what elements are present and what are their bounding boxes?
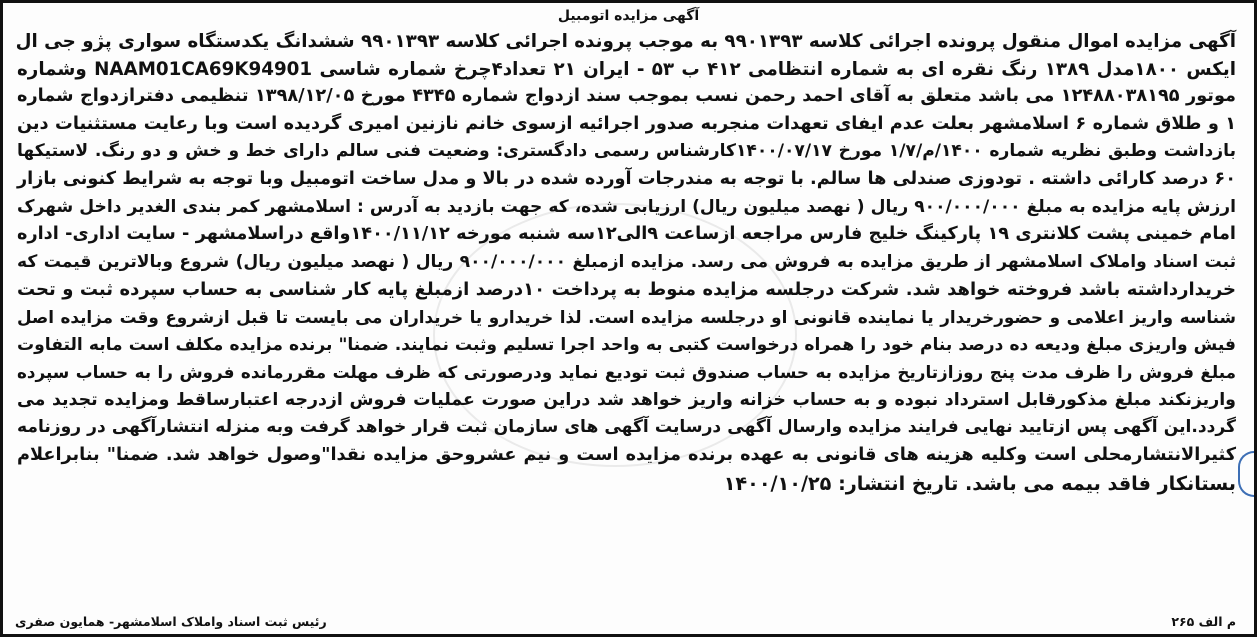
notice-line: کثیرالانتشارمحلی است وکلیه هزینه های قانونی به عهده برنده مزایده است و نیم عشروحق مزایده نقدا"وصول خواهد شد. ضمنا" بنابراعلام <box>17 444 1236 465</box>
notice-signatory: رئیس ثبت اسناد واملاک اسلامشهر- همایون صفری <box>15 614 327 629</box>
notice-line: ثبت اسناد واملاک اسلامشهر از طریق مزایده به فروش می رسد. مزایده ازمبلغ ۹۰۰/۰۰۰/۰۰۰ ریال ( نهصد میلیون ریال) شروع وبالاترین قیمت که <box>17 251 1236 272</box>
notice-line-publication-date: بستانکار فاقد بیمه می باشد. تاریخ انتشار: ۱۴۰۰/۱۰/۲۵ <box>723 471 1236 495</box>
notice-line: ۱ و طلاق شماره ۶ اسلامشهر بعلت عدم ایفای تعهدات منجربه صدور اجرائیه ازسوی خانم نازنین امیری گردیده است وبا رعایت مستثنیات دین <box>17 113 1237 134</box>
notice-line: بازداشت وطبق نظریه شماره ۱۴۰۰/م/۱/۷ مورخ ۱۴۰۰/۰۷/۱۷کارشناس رسمی دادگستری: وضعیت فنی سالم دارای خط و خش و دو رنگ. لاستیکها <box>17 141 1236 162</box>
notice-line: خریدارداشته باشد فروخته خواهد شد. شرکت درجلسه مزایده منوط به پرداخت ۱۰درصد ازمبلغ پایه کار شناسی به حساب سپرده ثبت و تحت <box>17 279 1236 301</box>
notice-body <box>17 28 1236 497</box>
notice-title: آگهی مزایده اتومبیل <box>557 8 700 24</box>
notice-line: امام خمینی پشت کلانتری ۱۹ پارکینگ خلیج فارس مراجعه ازساعت ۹الی۱۲سه شنبه مورخه ۱۴۰۰/۱۱/۱۲واقع دراسلامشهر - سایت اداری- اداره <box>17 224 1236 245</box>
notice-line: واریزنکند مبلغ مذکورقابل استرداد نبوده و به حساب خزانه واریز خواهد شد دراین صورت عملیات فروش ازدرجه اعتبارساقط ومزایده تجدید می <box>17 389 1236 410</box>
notice-footer <box>15 614 1236 630</box>
notice-line: فیش واریزی مبلغ ودیعه ده درصد بنام خود را همراه درخواست کتبی به واحد اجرا تسلیم وثبت نمایند. ضمنا" برنده مزایده مکلف است مابه التفاوت <box>17 334 1236 355</box>
notice-line: موتور ۱۲۴۸۸۰۳۸۱۹۵ می باشد متعلق به آقای احمد رحمن نسب بموجب سند ازدواج شماره ۴۳۴۵ مورخ ۱۳۹۸/۱۲/۰۵ تنظیمی دفترازدواج شماره <box>17 86 1236 107</box>
edge-mark-icon <box>1238 451 1254 497</box>
notice-line: شناسه واریز اعلامی و حضورخریدار یا نماینده قانونی او درجلسه مزایده است. لذا خریدارو یا خریداران می بایست تا قبل ازشروع وقت مزایده اصل <box>17 306 1236 327</box>
notice-code: م الف ۲۶۵ <box>1171 614 1236 629</box>
notice-line: آگهی مزایده اموال منقول پرونده اجرائی کلاسه ۹۹۰۱۳۹۳ به موجب پرونده اجرائی کلاسه ۹۹۰۱۳۹۳ ششدانگ یکدستگاه سواری پژو جی ال <box>15 31 1236 52</box>
notice-line: ۶۰ درصد کارائی داشته . تودوزی صندلی ها سالم. با توجه به مندرجات آورده شده در بالا و مدل ساخت اتومبیل وبا توجه به شرایط کنونی بازار <box>17 168 1236 189</box>
notice-line: مبلغ فروش را ظرف مدت پنج روزازتاریخ مزایده به حساب صندوق ثبت تودیع نماید ودرصورتی که ظرف مهلت مقررمانده فروش را به حساب سپرده <box>17 362 1236 383</box>
notice-line: ایکس ۱۸۰۰مدل ۱۳۸۹ رنگ نقره ای به شماره انتظامی ۴۱۲ ب ۵۳ - ایران ۲۱ تعداد۴چرخ شماره شاسی NAAM01CA69K94901 وشماره <box>17 58 1236 80</box>
notice-line: ارزش پایه مزایده به مبلغ ۹۰۰/۰۰۰/۰۰۰ ریال ( نهصد میلیون ریال) ارزیابی شده، که جهت بازدید به آدرس : اسلامشهر کمر بندی الغدیر داخل شهرک <box>17 196 1236 217</box>
notice-line: گردد.این آگهی پس ازتایید نهایی فرایند مزایده وارسال آگهی درسایت آگهی های سازمان ثبت قرار خواهد گرفت وبه منزله انتشارآگهی در روزنامه <box>17 417 1236 438</box>
